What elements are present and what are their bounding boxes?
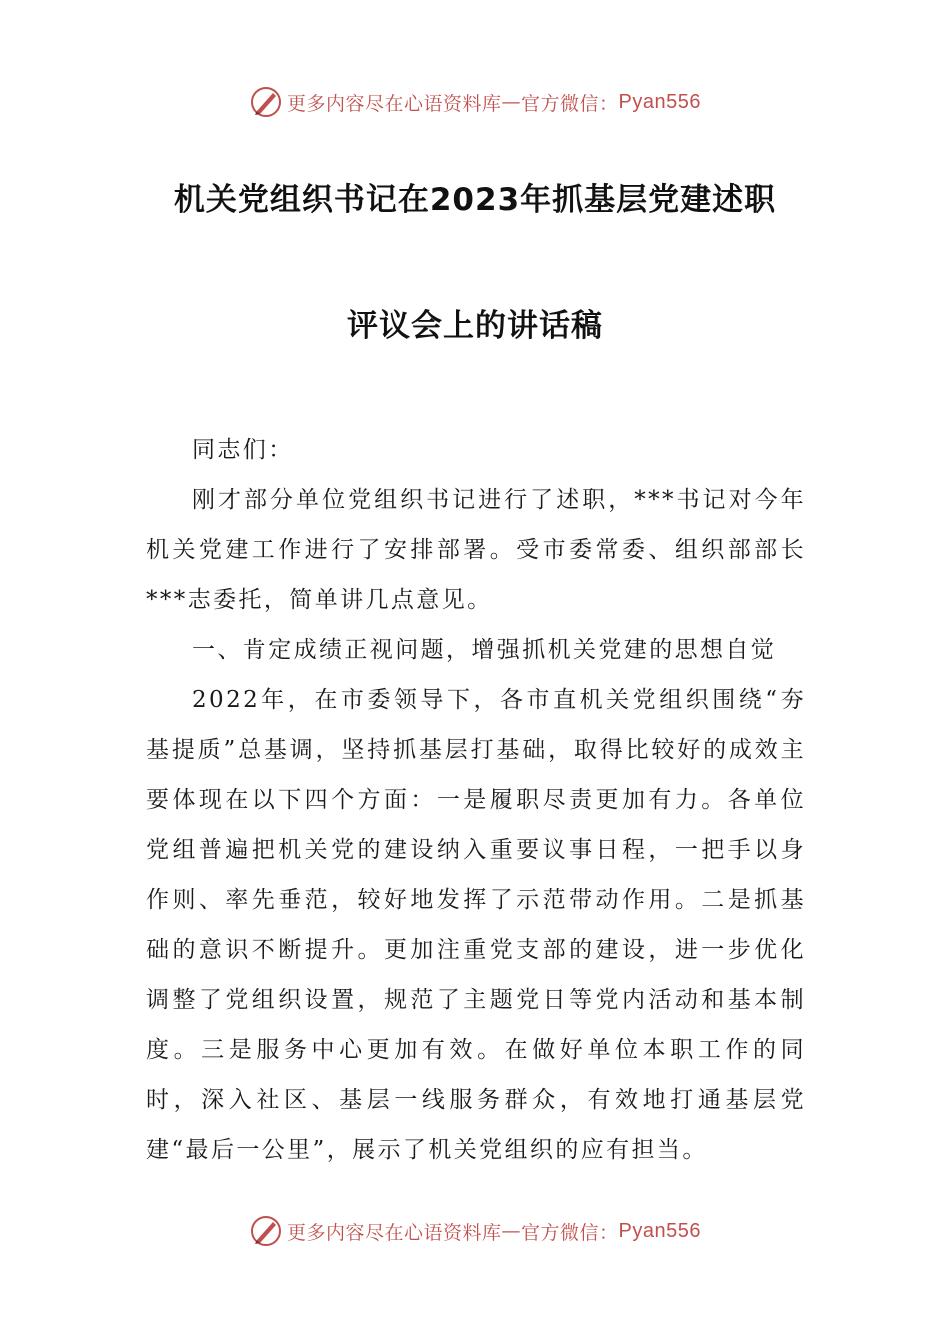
paragraph: 刚才部分单位党组织书记进行了述职，***书记对今年机关党建工作进行了安排部署。受市委常委、组织部部长***志委托，简单讲几点意见。: [146, 487, 806, 613]
watermark-wechat-id: Pyan556: [618, 1219, 701, 1242]
watermark-brand: 更多内容尽在心语资料库: [287, 1221, 502, 1244]
paragraph: 2022年，在市委领导下，各市直机关党组织围绕“夯基提质”总基调，坚持抓基层打基础，取得比较好的成效主要体现在以下四个方面：一是履职尽责更加有力。各单位党组普遍把机关党的建设纳入重要议事日程，一把手以身作则、率先垂范，较好地发挥了示范带动作用。二是抓基础的意识不断提升。更加注重党支部的建设，进一步优化调整了党组织设置，规范了主题党日等党内活动和基本制度。三是服务中心更加有效。在做好单位本职工作的同时，深入社区、基层一线服务群众，有效地打通基层党建“最后一公里”，展示了机关党组织的应有担当。: [146, 687, 806, 1163]
watermark-wechat-id: Pyan556: [618, 90, 701, 113]
watermark-wechat-label: 官方微信：: [521, 92, 619, 115]
document-title-line2: 评议会上的讲话稿: [347, 308, 603, 344]
salutation: 同志们：: [192, 437, 294, 463]
document-body: [146, 425, 806, 1175]
watermark-banner-bottom: [0, 1211, 950, 1251]
section-heading: 一、肯定成绩正视问题，增强抓机关党建的思想自觉: [192, 637, 777, 663]
watermark-separator: —: [501, 91, 522, 113]
watermark-separator: —: [501, 1220, 522, 1242]
pen-logo-icon: [249, 1214, 283, 1248]
watermark-banner-top: [0, 82, 950, 122]
watermark-brand: 更多内容尽在心语资料库: [287, 92, 502, 115]
document-title-line1: 机关党组织书记在2023年抓基层党建述职: [173, 182, 777, 218]
pen-logo-icon: [249, 85, 283, 119]
watermark-wechat-label: 官方微信：: [521, 1221, 619, 1244]
